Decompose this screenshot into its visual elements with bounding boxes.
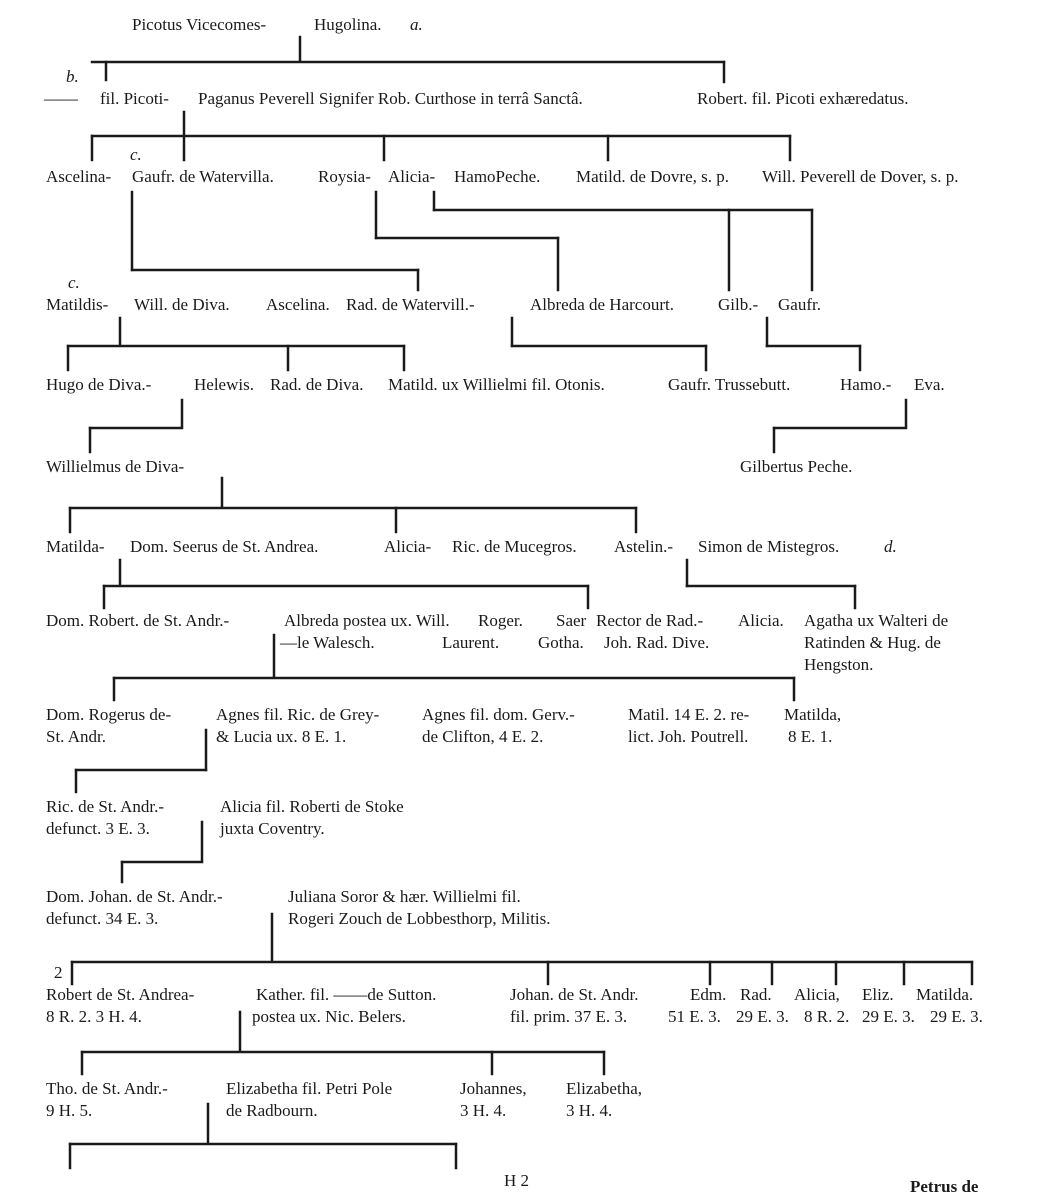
person-hugolina: Hugolina. (314, 15, 382, 34)
person-hugo-de-diva: Hugo de Diva.- (46, 375, 152, 394)
person-astelin: Astelin.- (614, 537, 674, 556)
person-elizabetha-pole-line2: de Radbourn. (226, 1101, 318, 1120)
person-matild-ux-willielmi: Matild. ux Willielmi fil. Otonis. (388, 375, 605, 394)
person-ric-de-mucegros: Ric. de Mucegros. (452, 537, 577, 556)
person-alicia-3: Alicia. (738, 611, 784, 630)
person-tho-st-andr-line2: 9 H. 5. (46, 1101, 93, 1120)
person-seerus-st-andrea: Dom. Seerus de St. Andrea. (130, 537, 319, 556)
person-johannes-line1: Johannes, (460, 1079, 527, 1098)
footnote-marker-c: c. (130, 145, 142, 164)
person-alicia-line2: 8 R. 2. (804, 1007, 850, 1026)
person-robert-st-andr: Dom. Robert. de St. Andr.- (46, 611, 230, 630)
person-johan-line1: Johan. de St. Andr. (510, 985, 639, 1004)
person-gaufr-2: Gaufr. (778, 295, 821, 314)
person-paganus-peverell: Paganus Peverell Signifer Rob. Curthose in terrâ Sanctâ. (198, 89, 583, 108)
person-albreda-postea: Albreda postea ux. Will. (284, 611, 450, 630)
catchword: Petrus de (910, 1177, 979, 1196)
person-willielmus-de-diva: Willielmus de Diva- (46, 457, 185, 476)
person-laurent: Laurent. (442, 633, 500, 652)
person-alicia: Alicia- (388, 167, 436, 186)
footnote-marker-b: b. (66, 67, 79, 86)
person-rogerus-line1: Dom. Rogerus de- (46, 705, 172, 724)
person-alicia-2: Alicia- (384, 537, 432, 556)
person-juliana-line1: Juliana Soror & hær. Willielmi fil. (288, 887, 521, 906)
person-ascelina: Ascelina- (46, 167, 112, 186)
person-matilda-2-line1: Matilda. (916, 985, 974, 1004)
person-eva: Eva. (914, 375, 945, 394)
person-alicia-stoke-line2: juxta Coventry. (220, 819, 325, 838)
person-roger: Roger. (478, 611, 523, 630)
lead-dash: —— (44, 89, 78, 108)
person-rad-line2: 29 E. 3. (736, 1007, 789, 1026)
person-eliz-line2: 29 E. 3. (862, 1007, 915, 1026)
person-matild-dovre: Matild. de Dovre, s. p. (576, 167, 729, 186)
person-elizabetha-line2: 3 H. 4. (566, 1101, 613, 1120)
person-albreda-harcourt: Albreda de Harcourt. (530, 295, 674, 314)
person-matilda-line2: 8 E. 1. (788, 727, 833, 746)
person-gilb: Gilb.- (718, 295, 759, 314)
person-ascelina-2: Ascelina. (266, 295, 330, 314)
person-gotha: Gotha. (538, 633, 584, 652)
person-matilda-2-line2: 29 E. 3. (930, 1007, 983, 1026)
person-johan-st-andr-line1: Dom. Johan. de St. Andr.- (46, 887, 223, 906)
person-helewis: Helewis. (194, 375, 254, 394)
person-agnes-grey-line1: Agnes fil. Ric. de Grey- (216, 705, 380, 724)
person-saer: Saer (556, 611, 587, 630)
person-ric-st-andr-line1: Ric. de St. Andr.- (46, 797, 165, 816)
person-johannes-line2: 3 H. 4. (460, 1101, 507, 1120)
person-joh-rad-dive: Joh. Rad. Dive. (604, 633, 710, 652)
person-matil-poutrell-line1: Matil. 14 E. 2. re- (628, 705, 750, 724)
person-rogerus-line2: St. Andr. (46, 727, 106, 746)
person-ric-st-andr-line2: defunct. 3 E. 3. (46, 819, 150, 838)
person-hamo: Hamo.- (840, 375, 892, 394)
person-alicia-line1: Alicia, (794, 985, 840, 1004)
person-robert-fil-picoti: Robert. fil. Picoti exhæredatus. (697, 89, 909, 108)
person-agnes-clifton-line2: de Clifton, 4 E. 2. (422, 727, 544, 746)
person-juliana-line2: Rogeri Zouch de Lobbesthorp, Militis. (288, 909, 551, 928)
person-hamo-peche: HamoPeche. (454, 167, 541, 186)
person-agnes-grey-line2: & Lucia ux. 8 E. 1. (216, 727, 347, 746)
person-tho-st-andr-line1: Tho. de St. Andr.- (46, 1079, 168, 1098)
person-agatha-line3: Hengston. (804, 655, 874, 674)
person-matil-poutrell-line2: lict. Joh. Poutrell. (628, 727, 749, 746)
person-elizabetha-pole-line1: Elizabetha fil. Petri Pole (226, 1079, 393, 1098)
person-robert-st-andrea-line2: 8 R. 2. 3 H. 4. (46, 1007, 142, 1026)
person-rad-de-diva: Rad. de Diva. (270, 375, 364, 394)
person-johan-st-andr-line2: defunct. 34 E. 3. (46, 909, 159, 928)
person-rad-line1: Rad. (740, 985, 772, 1004)
person-agatha-line2: Ratinden & Hug. de (804, 633, 941, 652)
person-agatha-line1: Agatha ux Walteri de (804, 611, 949, 630)
footnote-marker-d: d. (884, 537, 897, 556)
person-simon-de-mistegros: Simon de Mistegros. (698, 537, 840, 556)
person-kather-line2: postea ux. Nic. Belers. (252, 1007, 406, 1026)
person-albreda-walesch: —le Walesch. (280, 633, 375, 652)
person-matilda: Matilda- (46, 537, 105, 556)
person-picotus: Picotus Vicecomes- (132, 15, 267, 34)
person-edm-line1: Edm. (690, 985, 727, 1004)
person-rad-de-watervill: Rad. de Watervill.- (346, 295, 475, 314)
person-gaufr-watervilla: Gaufr. de Watervilla. (132, 167, 274, 186)
person-gilbertus-peche: Gilbertus Peche. (740, 457, 853, 476)
person-rector-de-rad: Rector de Rad.- (596, 611, 704, 630)
person-matilda-line1: Matilda, (784, 705, 842, 724)
person-roysia: Roysia- (318, 167, 371, 186)
person-alicia-stoke-line1: Alicia fil. Roberti de Stoke (220, 797, 404, 816)
person-gaufr-trussebutt: Gaufr. Trussebutt. (668, 375, 791, 394)
signature-mark: H 2 (504, 1171, 530, 1190)
person-robert-st-andrea-line1: Robert de St. Andrea- (46, 985, 195, 1004)
person-will-de-diva: Will. de Diva. (134, 295, 230, 314)
person-fil-picoti: fil. Picoti- (100, 89, 169, 108)
footnote-marker-a: a. (410, 15, 423, 34)
person-edm-line2: 51 E. 3. (668, 1007, 721, 1026)
person-kather-line1: Kather. fil. ——de Sutton. (256, 985, 437, 1004)
footnote-marker-c2: c. (68, 273, 80, 292)
person-eliz-line1: Eliz. (862, 985, 894, 1004)
person-johan-line2: fil. prim. 37 E. 3. (510, 1007, 628, 1026)
person-matildis: Matildis- (46, 295, 109, 314)
person-agnes-clifton-line1: Agnes fil. dom. Gerv.- (422, 705, 575, 724)
marker-number-2: 2 (54, 963, 63, 982)
person-elizabetha-line1: Elizabetha, (566, 1079, 642, 1098)
person-will-peverell-dover: Will. Peverell de Dover, s. p. (762, 167, 959, 186)
